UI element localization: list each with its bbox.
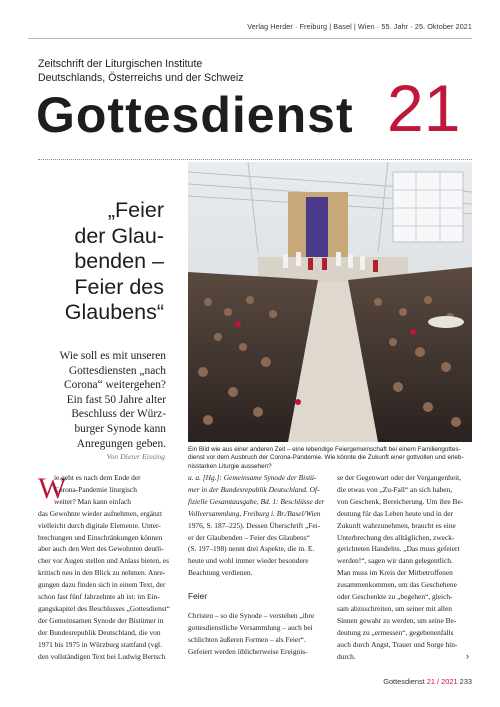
body-line: Vollversammlung, Freiburg i. Br./Basel/Wien: [188, 508, 321, 518]
section-subhead: Feier: [188, 591, 208, 602]
body-line: das Gewohnte wieder aufnehmen, ergänzt: [38, 508, 163, 518]
body-line: schon fast fünf Jahrzehnte alt ist: im Ein-: [38, 592, 160, 602]
body-line-text: durch.: [337, 651, 356, 661]
body-line: aber auch den Wert des Gewohnten deutli-: [38, 544, 164, 554]
body-line: schlichten äußeren Formen – als Feier“.: [188, 634, 306, 644]
body-line: gerichteten Handelns. „Das muss gefeiert: [337, 544, 460, 554]
body-line: cher vor Augen stellen und Anlass bieten, es: [38, 556, 169, 566]
church-photo-image: [188, 162, 472, 442]
issuer-line-1: Zeitschrift der Liturgischen Institute: [38, 58, 203, 70]
drop-cap: W: [38, 472, 67, 505]
body-line: Christen – so die Synode – verstehen „ihre: [188, 610, 315, 620]
body-line: von Geschenk, Bereicherung. Um ihre Be-: [337, 496, 464, 506]
body-column-3: [337, 472, 473, 663]
footer-issue: 21 / 2021: [426, 677, 458, 686]
church-photo: [188, 162, 472, 442]
lead-line: Wie soll es mit unseren: [59, 350, 166, 362]
body-line: gottesdienstliche Versammlung – auch bei: [188, 622, 313, 632]
body-line: zusammenkommen, um das Geschehene: [337, 580, 457, 590]
footer-page-number: 233: [459, 677, 472, 686]
body-line: (S. 197–198) nennt drei Aspekte, die m. E.: [188, 544, 315, 554]
article-headline: [38, 198, 164, 326]
spacer: [188, 579, 322, 591]
caption-line: dienst vor dem Ausbruch der Corona-Pandemie. Wie könnte die Zukunft einer gottvollen und erleb-: [188, 454, 464, 462]
top-divider: [28, 38, 472, 39]
body-line: gungen dazu finden sich in einem Text, der: [38, 580, 166, 590]
lead-line: Gottesdiensten „nach: [68, 364, 166, 377]
continue-arrow-icon: ›: [466, 650, 469, 661]
headline-line: der Glau-: [74, 223, 164, 248]
body-line: ie geht es nach dem Ende der: [54, 473, 141, 482]
body-line: [337, 651, 473, 663]
body-line: 1971 bis 1975 in Würzburg stattfand (vgl.: [38, 639, 162, 649]
body-line: deutung für das Leben heute und in der: [337, 508, 453, 518]
lead-line: Beschluss der Würz-: [71, 408, 166, 421]
body-column-1: [38, 472, 172, 663]
body-line: er der Glaubenden – Feier des Glaubens“: [188, 532, 310, 542]
page-footer: [383, 677, 472, 686]
article-lead: [38, 349, 166, 451]
body-line: Man muss im Kreis der Mitbetroffenen: [337, 568, 453, 578]
body-line: gangskapitel des Beschlusses „Gottesdienst“: [38, 603, 170, 613]
body-line: die etwas von „Zu-Fall“ an sich haben,: [337, 484, 453, 494]
body-line: Sinnen gewahr zu werden, um seine Be-: [337, 615, 457, 625]
body-line: Unterbrechung des alltäglichen, zweck-: [337, 532, 455, 542]
body-line: Corona-Pandemie liturgisch: [54, 484, 137, 494]
masthead-title: Gottesdienst: [36, 87, 354, 143]
body-line: den vollständigen Text bei Ludwig Bertsch: [38, 651, 166, 661]
body-line: heute und wohl immer wieder besondere: [188, 556, 309, 566]
headline-line: Glaubens“: [64, 300, 164, 324]
body-line: brechungen und Einschränkungen können: [38, 532, 163, 542]
body-column-2: [188, 472, 325, 658]
body-line: vielleicht durch digitale Elemente. Unter-: [38, 520, 161, 530]
lead-line: Ein fast 50 Jahre alter: [66, 393, 166, 406]
lead-line: Corona“ weitergehen?: [64, 379, 166, 392]
issuer-line-2: Deutschlands, Österreichs und der Schweiz: [38, 72, 244, 84]
photo-caption: [188, 446, 472, 471]
body-line: der Bundesrepublik Deutschland, die von: [38, 627, 161, 637]
body-line: oder Geschenkte zu „begehen“, gleich-: [337, 592, 453, 602]
issuer-block: [38, 57, 244, 85]
headline-line: „Feier: [107, 198, 164, 222]
body-line: sam abzuschreiten, um seiner mit allen: [337, 603, 452, 613]
body-line: deutung zu „ermessen“, gegebenenfalls: [337, 627, 454, 637]
caption-line: Ein Bild wie aus einer anderen Zeit – eine lebendige Feiergemeinschaft bei einem Familiengottes-: [188, 446, 461, 453]
body-line: weiter? Man kann einfach: [54, 496, 131, 506]
headline-line: benden –: [74, 249, 164, 273]
issue-number: 21: [387, 71, 461, 145]
lead-line: burger Synode kann: [74, 422, 166, 435]
footer-journal: Gottesdienst: [383, 677, 425, 686]
body-line: Zukunft wahrzunehmen, braucht es eine: [337, 520, 456, 530]
body-line: kritisch neu in den Blick zu nehmen. Anre-: [38, 568, 166, 578]
headline-line: Feier des: [74, 274, 164, 299]
body-line: fizielle Gesamtausgabe, Bd. 1: Beschlüsse der: [188, 496, 325, 506]
lead-line: Anregungen geben.: [76, 437, 166, 450]
body-line: der Gemeinsamen Synode der Bistümer in: [38, 615, 164, 625]
body-line: mer in der Bundesrepublik Deutschland. Of-: [188, 484, 320, 494]
body-line: auch durch Angst, Trauer und Sorge hin-: [337, 639, 458, 649]
body-line: werden!“, sagen wir dann gelegentlich.: [337, 556, 453, 566]
body-line: Gefeiert werden üblicherweise Ereignis-: [188, 646, 308, 656]
body-line: se der Gegenwart oder der Vergangenheit,: [337, 473, 462, 482]
article-author: Von Dieter Eissing: [106, 452, 165, 461]
body-line: u. a. [Hg.]: Gemeinsame Synode der Bistü-: [188, 473, 317, 482]
body-line: 1976, S. 187–225). Dessen Überschrift „Fei-: [188, 520, 321, 530]
dotted-divider: [38, 159, 472, 160]
body-line: Beachtung verdienen.: [188, 568, 253, 578]
publisher-meta: Verlag Herder · Freiburg | Basel | Wien · 55. Jahr · 25. Oktober 2021: [247, 22, 472, 31]
caption-line: nisstarken Liturgie aussehen?: [188, 462, 272, 470]
spacer: [188, 603, 322, 610]
